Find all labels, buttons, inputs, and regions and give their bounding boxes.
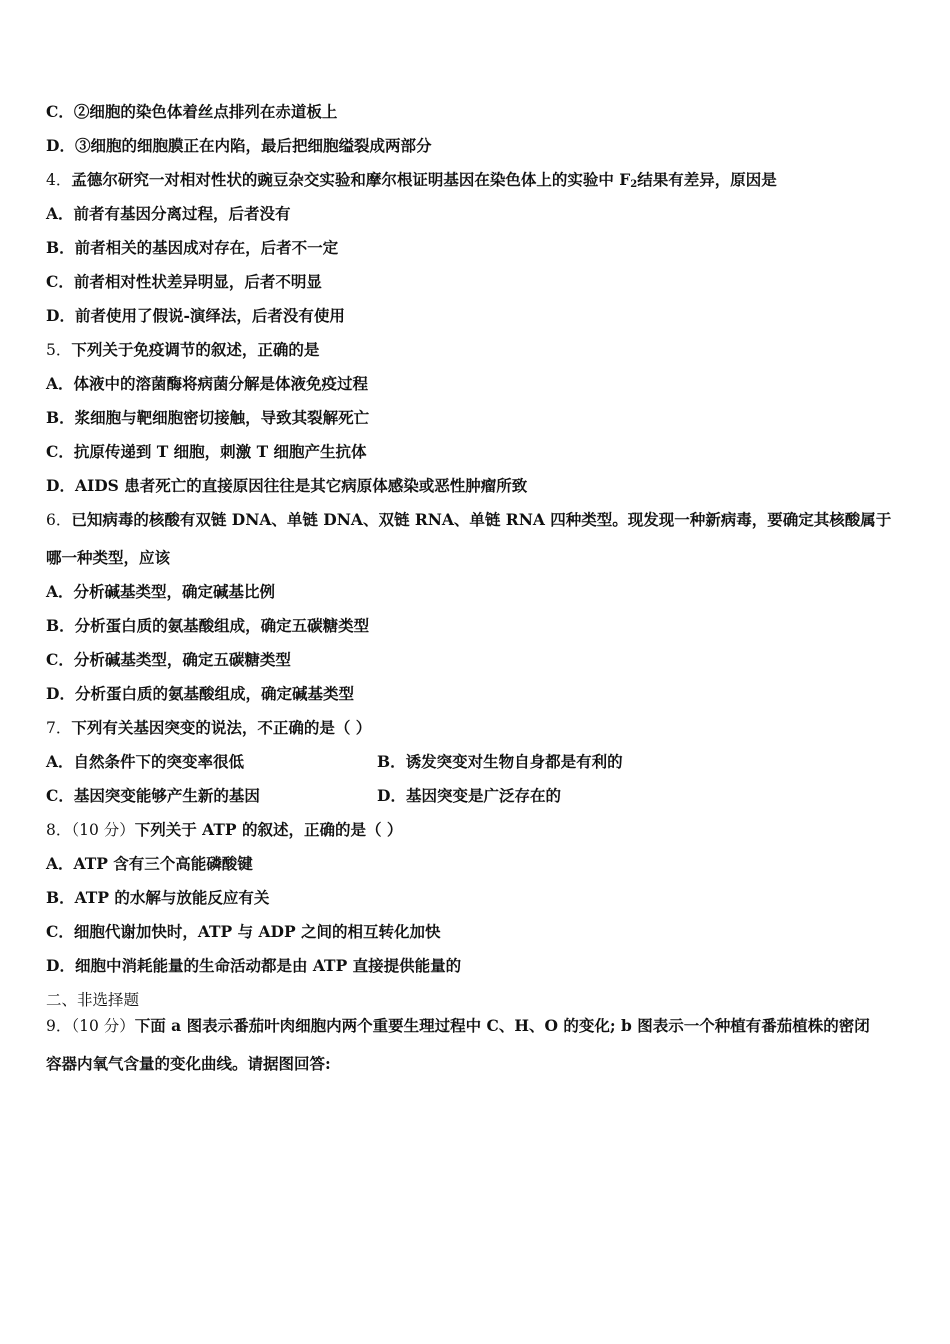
- option-text: 基因突变是广泛存在的: [405, 786, 561, 805]
- option-b-q6: [46, 616, 369, 636]
- option-text: AIDS 患者死亡的直接原因往往是其它病原体感染或恶性肿瘤所致: [74, 476, 528, 495]
- option-text: 基因突变能够产生新的基因: [73, 786, 260, 805]
- option-prefix: C．: [46, 272, 74, 291]
- option-text: ATP 含有三个高能磷酸键: [73, 854, 253, 873]
- option-text: ②细胞的染色体着丝点排列在赤道板上: [73, 102, 338, 121]
- question-7: [46, 718, 371, 738]
- option-text: 抗原传递到 T 细胞，刺激 T 细胞产生抗体: [73, 442, 367, 461]
- option-prefix: B．: [46, 888, 75, 907]
- option-a-q4: [46, 204, 291, 224]
- options-ab-q7: [46, 752, 906, 772]
- option-d-q6: [46, 684, 354, 704]
- question-6-continued: [46, 548, 170, 568]
- option-text: 前者相对性状差异明显，后者不明显: [73, 272, 322, 291]
- option-d-q4: [46, 306, 345, 326]
- question-4: [46, 170, 777, 195]
- question-8: [46, 820, 402, 840]
- question-number: 8．: [46, 821, 72, 839]
- option-text: ③细胞的细胞膜正在内陷，最后把细胞缢裂成两部分: [74, 136, 432, 155]
- question-score: （10 分）: [71, 821, 135, 839]
- question-text: 下面 a 图表示番茄叶肉细胞内两个重要生理过程中 C、H、O 的变化; b 图表示一个种植有番茄植株的密闭: [134, 1016, 870, 1035]
- option-c-q5: [46, 442, 367, 462]
- option-prefix: A．: [46, 582, 74, 601]
- option-a-q8: [46, 854, 253, 874]
- question-text: 容器内氧气含量的变化曲线。请据图回答:: [46, 1054, 331, 1073]
- question-text: 下列有关基因突变的说法，不正确的是（ ）: [71, 718, 372, 737]
- option-prefix: D．: [377, 786, 406, 805]
- question-number: 4．: [46, 171, 72, 189]
- option-b-q8: [46, 888, 269, 908]
- option-prefix: B．: [377, 752, 406, 771]
- question-text: 哪一种类型，应该: [46, 548, 171, 567]
- option-a-q6: [46, 582, 275, 602]
- question-6: [46, 510, 891, 530]
- option-text: 浆细胞与靶细胞密切接触，导致其裂解死亡: [74, 408, 370, 427]
- option-d-q7: [377, 786, 561, 806]
- option-prefix: A．: [46, 374, 74, 393]
- question-score: （10 分）: [71, 1017, 135, 1035]
- option-text: 分析蛋白质的氨基酸组成，确定五碳糖类型: [74, 616, 370, 635]
- option-text: 诱发突变对生物自身都是有利的: [405, 752, 623, 771]
- option-prefix: B．: [46, 616, 75, 635]
- option-prefix: C．: [46, 922, 74, 941]
- option-prefix: A．: [46, 854, 74, 873]
- option-text: 前者使用了假说-演绎法，后者没有使用: [74, 306, 345, 325]
- option-prefix: C．: [46, 102, 74, 121]
- question-number: 5．: [46, 341, 72, 359]
- option-prefix: D．: [46, 306, 75, 325]
- option-text: 细胞中消耗能量的生命活动都是由 ATP 直接提供能量的: [74, 956, 462, 975]
- option-prefix: A．: [46, 204, 74, 223]
- option-a-q5: [46, 374, 368, 394]
- option-prefix: B．: [46, 238, 75, 257]
- option-text: 分析碱基类型，确定五碳糖类型: [73, 650, 291, 669]
- option-b-q5: [46, 408, 369, 428]
- option-prefix: A．: [46, 752, 74, 771]
- option-prefix: D．: [46, 476, 75, 495]
- option-c-q6: [46, 650, 291, 670]
- option-text: 前者有基因分离过程，后者没有: [73, 204, 291, 223]
- question-text-b: 结果有差异，原因是: [637, 170, 777, 189]
- option-b-q4: [46, 238, 338, 258]
- question-5: [46, 340, 319, 360]
- section-title: 二、非选择题: [46, 991, 140, 1009]
- option-prefix: D．: [46, 684, 75, 703]
- option-c-q8: [46, 922, 441, 942]
- option-d-q5: [46, 476, 527, 496]
- option-b-q7: [377, 752, 623, 772]
- option-prefix: D．: [46, 956, 75, 975]
- option-prefix: C．: [46, 442, 74, 461]
- subscript: 2: [630, 179, 638, 190]
- option-prefix: D．: [46, 136, 75, 155]
- question-number: 9．: [46, 1017, 72, 1035]
- question-9-continued: [46, 1054, 331, 1074]
- option-prefix: C．: [46, 786, 74, 805]
- option-text: 体液中的溶菌酶将病菌分解是体液免疫过程: [73, 374, 369, 393]
- options-cd-q7: [46, 786, 906, 806]
- question-number: 6．: [46, 511, 72, 529]
- question-text: 下列关于 ATP 的叙述，正确的是（ ）: [134, 820, 403, 839]
- option-text: ATP 的水解与放能反应有关: [74, 888, 270, 907]
- option-text: 分析碱基类型，确定碱基比例: [73, 582, 276, 601]
- option-text: 前者相关的基因成对存在，后者不一定: [74, 238, 339, 257]
- question-number: 7．: [46, 719, 72, 737]
- option-text: 分析蛋白质的氨基酸组成，确定碱基类型: [74, 684, 354, 703]
- option-c-q4: [46, 272, 322, 292]
- question-9: [46, 1016, 870, 1036]
- question-text: 已知病毒的核酸有双链 DNA、单链 DNA、双链 RNA、单链 RNA 四种类型。现发现一种新病毒，要确定其核酸属于: [71, 510, 892, 529]
- option-prefix: C．: [46, 650, 74, 669]
- option-c-q3: [46, 102, 337, 122]
- question-text: 下列关于免疫调节的叙述，正确的是: [71, 340, 320, 359]
- option-prefix: B．: [46, 408, 75, 427]
- option-d-q8: [46, 956, 461, 976]
- option-d-q3: [46, 136, 431, 156]
- question-text-a: 孟德尔研究一对相对性状的豌豆杂交实验和摩尔根证明基因在染色体上的实验中 F: [71, 170, 631, 189]
- option-text: 自然条件下的突变率很低: [73, 752, 245, 771]
- option-text: 细胞代谢加快时，ATP 与 ADP 之间的相互转化加快: [73, 922, 441, 941]
